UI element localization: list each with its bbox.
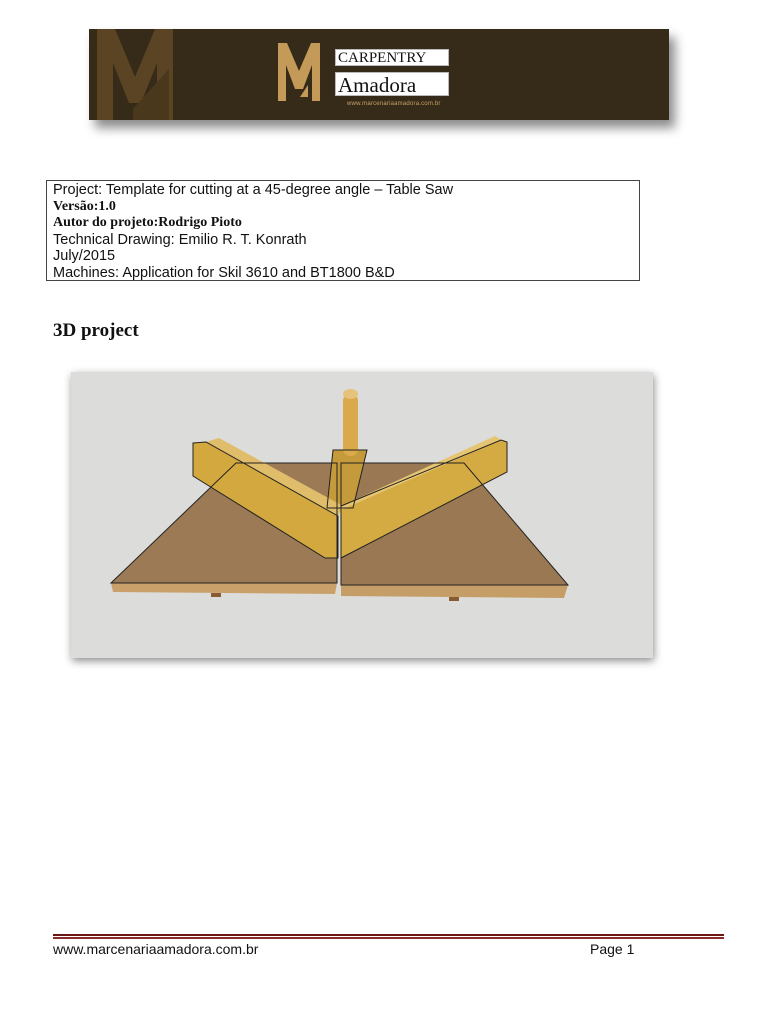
brand-name: Amadora [335, 72, 449, 96]
brand-carpentry-label: CARPENTRY [335, 49, 449, 66]
footer-url: www.marcenariaamadora.com.br [53, 941, 259, 957]
cutting-jig-illustration [71, 372, 653, 658]
project-title: Project: Template for cutting at a 45-degree angle – Table Saw [53, 182, 454, 198]
project-machines: Machines: Application for Skil 3610 and BT1800 B&D [53, 264, 395, 281]
brand-url: www.marcenariaamadora.com.br [347, 101, 441, 107]
footer-page-number: Page 1 [590, 941, 635, 957]
project-author: Autor do projeto:Rodrigo Pioto [53, 215, 242, 231]
project-info-box [46, 180, 640, 281]
3d-render-image [71, 372, 653, 658]
project-drawing-credit: Technical Drawing: Emilio R. T. Konrath [53, 231, 307, 248]
ma-monogram-watermark-icon [89, 29, 181, 120]
project-date: July/2015 [53, 248, 116, 265]
header-banner [89, 29, 669, 120]
ma-monogram-icon [278, 43, 320, 101]
section-title: 3D project [53, 320, 139, 341]
project-version: Versão:1.0 [53, 198, 116, 214]
footer-rule [53, 934, 724, 939]
